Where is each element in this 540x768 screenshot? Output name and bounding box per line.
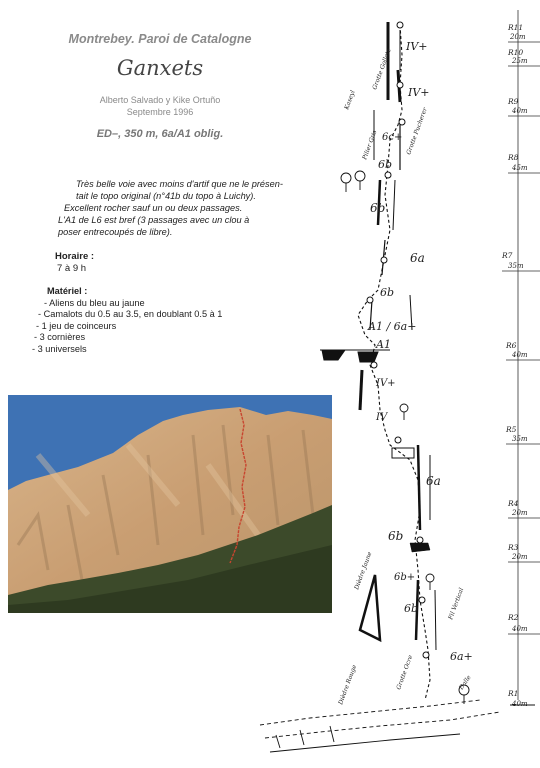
pitch-id: R9 xyxy=(508,97,519,106)
materiel-label: Matériel : xyxy=(47,286,88,296)
pitch-id: R3 xyxy=(508,543,519,552)
pitch-marker xyxy=(507,613,540,634)
grade-label: A1 xyxy=(376,338,391,351)
pitch-marker xyxy=(507,153,540,173)
horaire-label: Horaire : xyxy=(55,251,95,262)
pitch-id: R7 xyxy=(502,251,513,260)
side-label: Dièdre Jaune xyxy=(353,550,374,591)
pitch-marker xyxy=(507,543,540,562)
side-label: Dièdre Rouge xyxy=(337,663,359,706)
pitch-length: 20m xyxy=(512,553,528,561)
pitch-marker xyxy=(501,251,540,271)
pitch-scale xyxy=(501,10,540,708)
side-label: Grotte Pucherer xyxy=(405,106,429,156)
authors: Alberto Salvado y Kike Ortuño xyxy=(99,95,221,105)
pitch-id: R11 xyxy=(508,23,524,32)
pitch-length: 20m xyxy=(510,33,526,41)
side-label: Kaseyl xyxy=(343,89,357,111)
grade-label: 6c+ xyxy=(382,132,403,143)
grade-label: 6b xyxy=(388,529,404,543)
grade-label: IV+ xyxy=(406,40,428,53)
pitch-length: 40m xyxy=(512,700,528,708)
materiel-list xyxy=(32,298,222,356)
pitch-length: 25m xyxy=(512,57,528,65)
side-label: Grotte Gollate xyxy=(371,47,393,91)
side-label: Dalle xyxy=(457,674,473,692)
pitch-length: 45m xyxy=(512,164,528,172)
topo-diagram xyxy=(250,0,540,768)
materiel xyxy=(32,286,222,355)
grade-label: A1 / 6a+ xyxy=(368,320,417,333)
pitch-length: 35m xyxy=(512,435,528,443)
grade-label: IV xyxy=(376,412,388,423)
description-line: L'A1 de L6 est bref (3 passages avec un clou à xyxy=(58,215,250,225)
date: Septembre 1996 xyxy=(126,107,194,117)
materiel-item: - 1 jeu de coinceurs xyxy=(36,320,117,331)
grade-label: 6b xyxy=(378,158,393,171)
crag-title: Montrebey. Paroi de Catalogne xyxy=(68,32,252,46)
pitch-marker xyxy=(507,48,540,66)
grade-label: 6a+ xyxy=(450,650,473,663)
pitch-id: R4 xyxy=(508,499,519,508)
pitch-marker xyxy=(505,425,540,444)
pitch-id: R1 xyxy=(508,689,519,698)
description-line: Excellent rocher sauf un ou deux passages. xyxy=(64,203,243,213)
side-label: Pilier Gris xyxy=(361,129,379,161)
materiel-item: - 3 cornières xyxy=(34,332,86,342)
pitch-length: 40m xyxy=(512,351,528,359)
pitch-id: R2 xyxy=(508,613,519,622)
route-grade: ED–, 350 m, 6a/A1 oblig. xyxy=(96,128,224,140)
side-label: Fil Vertical xyxy=(447,587,466,621)
side-label: Grotte Ocre xyxy=(395,654,415,691)
grade-label: IV+ xyxy=(408,86,430,99)
materiel-item: - 3 universels xyxy=(32,343,87,354)
pitch-id: R10 xyxy=(508,48,524,57)
grade-label: 6a xyxy=(426,474,441,488)
grade-label: 6b+ xyxy=(394,572,416,583)
pitch-marker xyxy=(505,341,540,360)
route-name: Ganxets xyxy=(116,56,204,80)
description-line: poser entrecoupés de libre). xyxy=(58,227,173,237)
pitch-marker xyxy=(507,97,540,116)
pitch-marker xyxy=(507,499,540,518)
grade-label: 6b xyxy=(404,602,419,615)
pitch-length: 20m xyxy=(512,509,528,517)
ground-lines xyxy=(260,700,535,752)
pitch-length: 40m xyxy=(512,107,528,115)
pitch-id: R6 xyxy=(506,341,517,350)
grade-label: 6b xyxy=(370,201,386,215)
grade-label: 6b xyxy=(380,286,395,299)
pitch-marker xyxy=(507,23,540,42)
pitch-length: 40m xyxy=(512,625,528,633)
horaire xyxy=(55,251,94,275)
pitch-length: 35m xyxy=(508,262,524,270)
description-line: tait le topo original (n°41b du topo à Luichy). xyxy=(76,191,256,201)
grade-label: IV+ xyxy=(376,378,396,389)
pitch-id: R5 xyxy=(506,425,517,434)
materiel-item: - Aliens du bleu au jaune xyxy=(44,297,145,308)
description-line: Très belle voie avec moins d'artif que ne le présen- xyxy=(76,179,283,189)
horaire-value: 7 à 9 h xyxy=(57,263,87,274)
pitch-id: R8 xyxy=(508,153,519,162)
grade-label: 6a xyxy=(410,251,425,265)
trees xyxy=(341,171,469,704)
materiel-item: - Camalots du 0.5 au 3.5, en doublant 0.5 à 1 xyxy=(38,309,223,319)
